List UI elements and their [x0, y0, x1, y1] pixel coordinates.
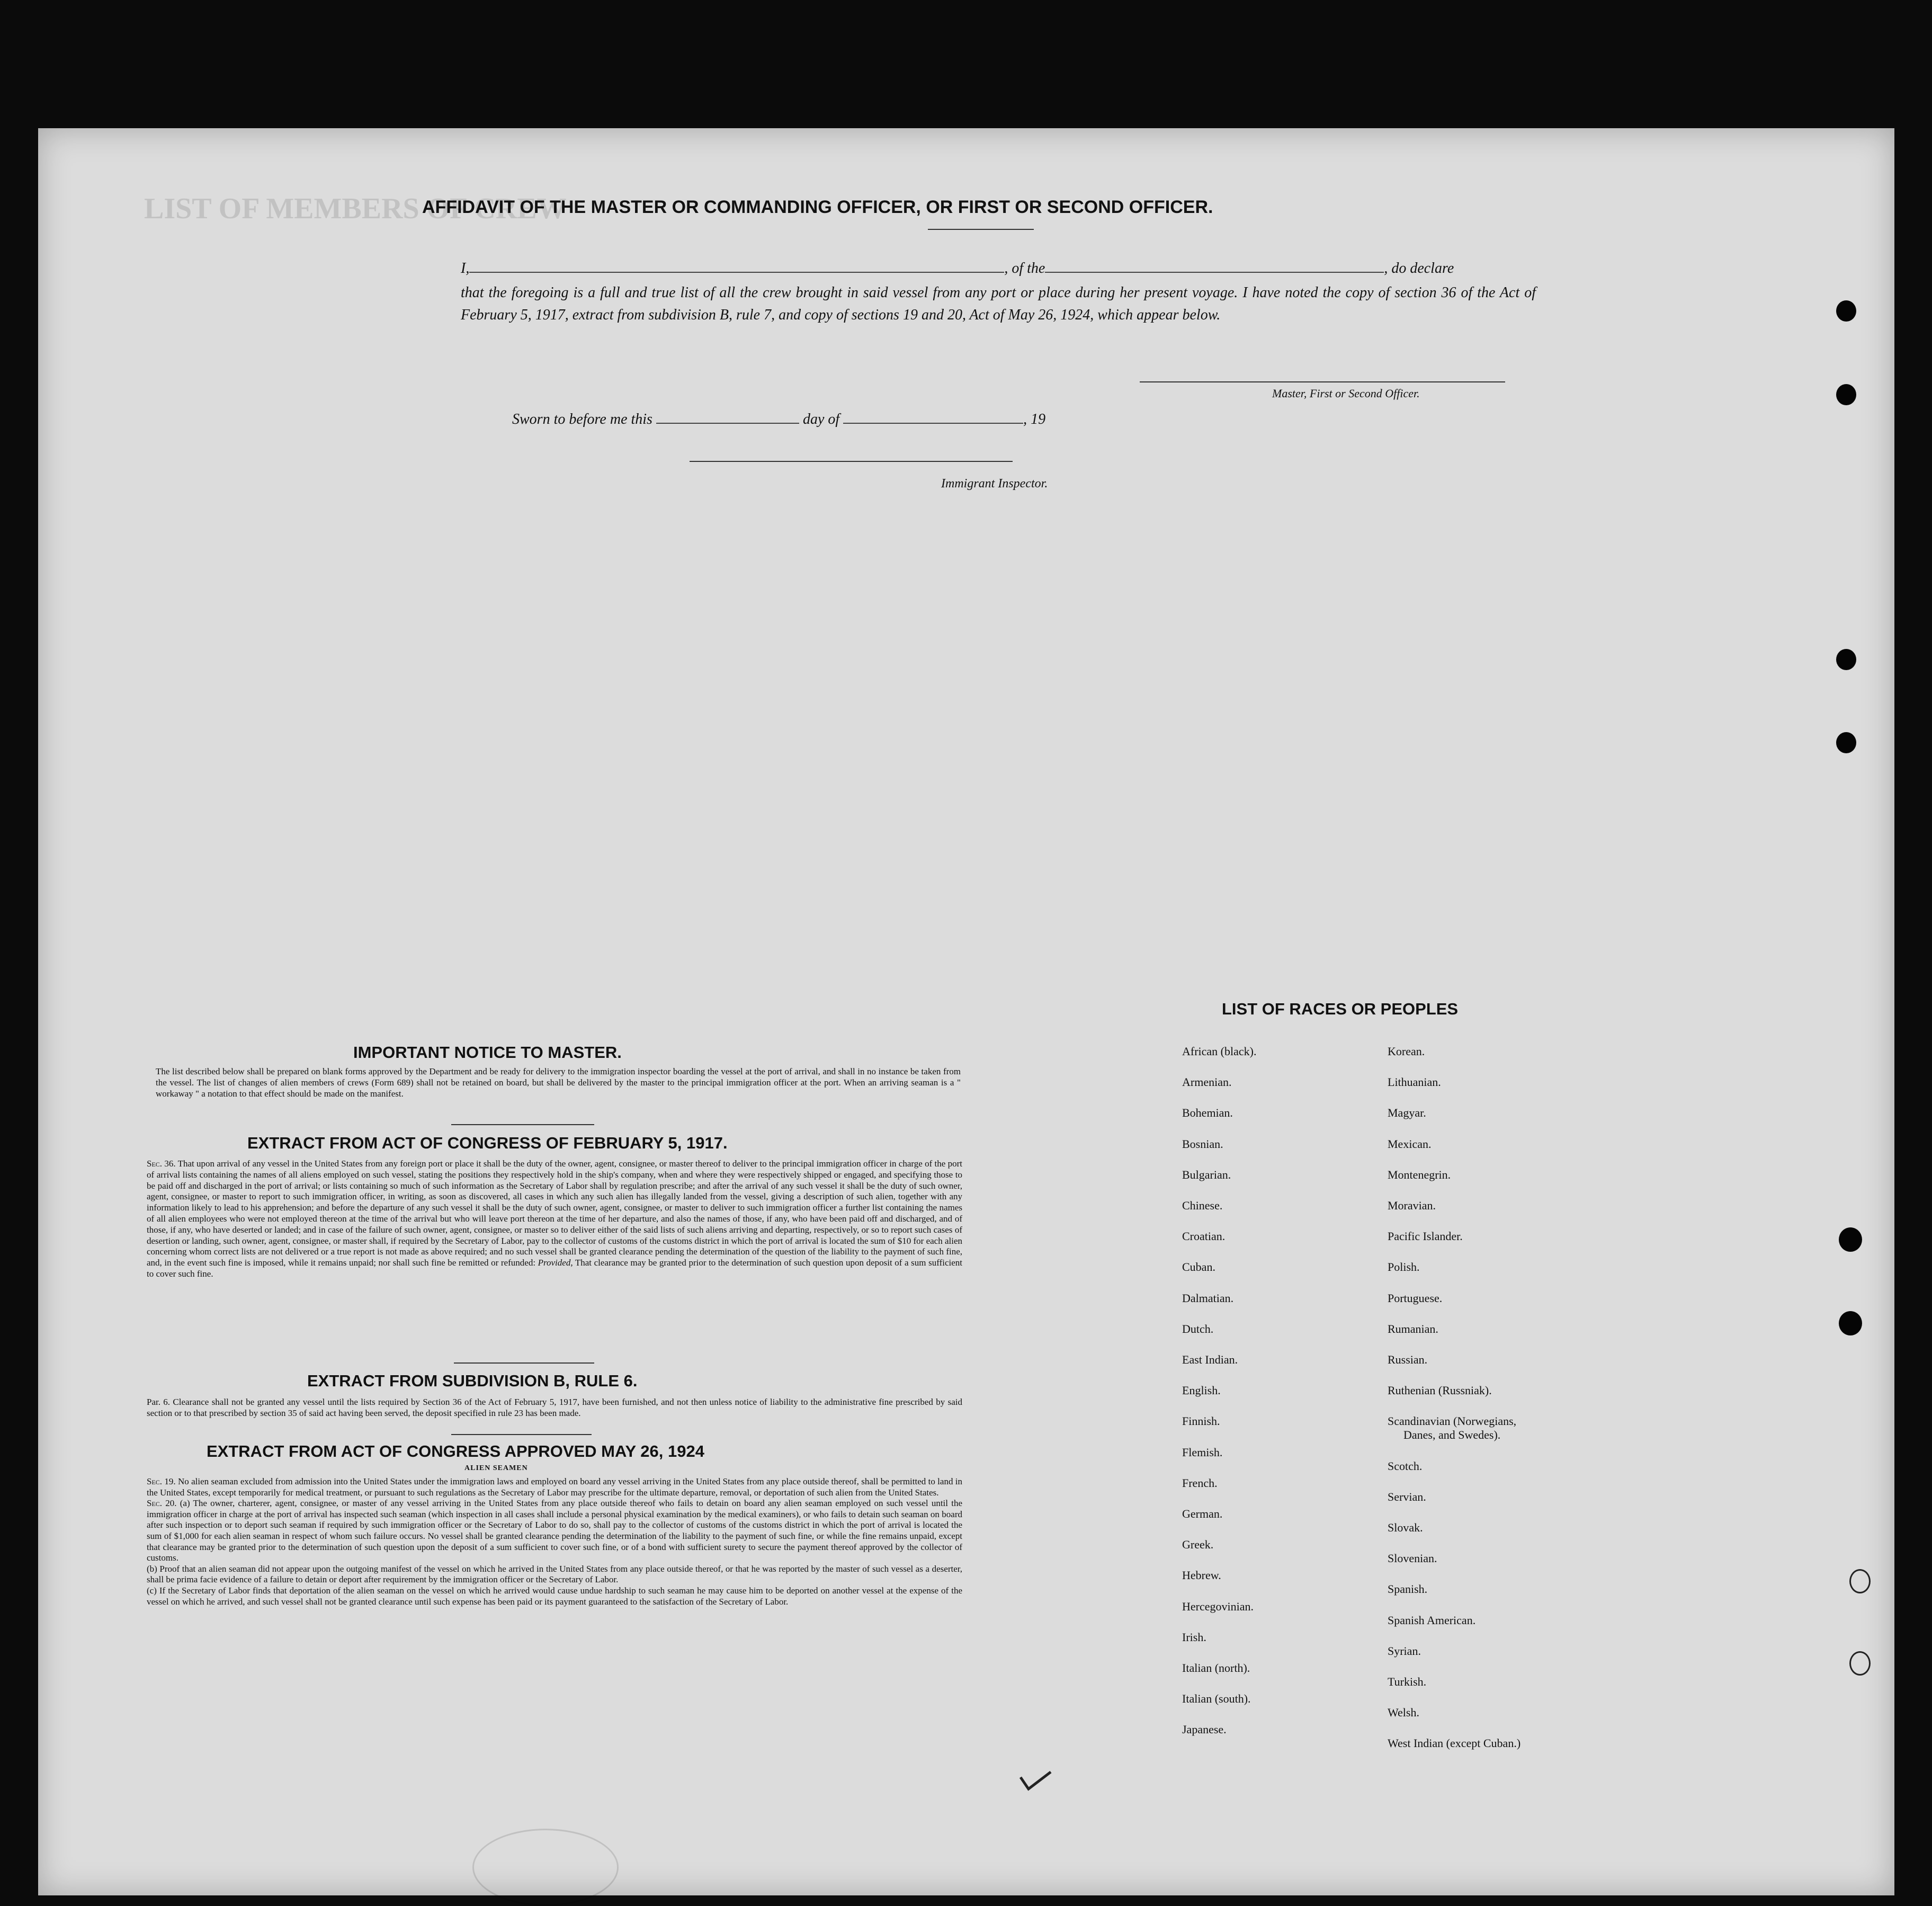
- race-item: East Indian.: [1182, 1353, 1238, 1366]
- race-item: Croatian.: [1182, 1230, 1226, 1243]
- sworn-month-blank[interactable]: [843, 409, 1023, 424]
- binder-hole: [1849, 1651, 1871, 1676]
- race-item: Italian (north).: [1182, 1661, 1250, 1675]
- race-item: West Indian (except Cuban.): [1388, 1736, 1521, 1750]
- bleed-through-table: [568, 531, 577, 675]
- declaration-line: [461, 258, 1454, 277]
- proviso-text: That clearance may be granted prior to the determination of such question upon deposit of a sum sufficient to cover such fine.: [147, 1258, 962, 1279]
- extract-1917-body: [147, 1159, 962, 1280]
- sec19-label: Sec. 19.: [147, 1476, 176, 1486]
- extract-divider-2: [451, 1434, 592, 1435]
- extract-1917-title: EXTRACT FROM ACT OF CONGRESS OF FEBRUARY 5, 1917.: [247, 1134, 728, 1152]
- race-item: Irish.: [1182, 1630, 1206, 1644]
- master-label: Master, First or Second Officer.: [1272, 387, 1420, 400]
- race-item: Korean.: [1388, 1045, 1425, 1058]
- document-sheet: [38, 128, 1894, 1895]
- race-item: Servian.: [1388, 1490, 1426, 1503]
- declaration-i: I,: [461, 260, 470, 277]
- race-item: Bulgarian.: [1182, 1168, 1231, 1181]
- sec20c-paragraph: (c) If the Secretary of Labor finds that deportation of the alien seaman on the vessel on which he arrived would cause undue hardship to such seaman he may cause him to be deported on another vessel at the expense of the vessel on which he arrived, and such vessel shall not be granted clearance until such expense has been paid or its payment guaranteed to the satisfaction of the Secretary of Labor.: [147, 1585, 962, 1607]
- binder-hole: [1839, 1311, 1862, 1335]
- bleed-through-header: LIST OF MEMBERS OF CREW: [144, 192, 567, 225]
- extract-rule-body: Par. 6. Clearance shall not be granted any vessel until the lists required by Section 36 of the Act of February 5, 1917, have been furnished, and not then unless notice of liability to the administrative fine prescribed by said section or to that prescribed by section 35 of said act having been served, the deposit specified in rule 23 has been made.: [147, 1397, 962, 1418]
- race-item: Finnish.: [1182, 1414, 1220, 1428]
- race-item: Hebrew.: [1182, 1569, 1221, 1582]
- race-item: Chinese.: [1182, 1199, 1223, 1212]
- extract-1924-body: [147, 1476, 962, 1607]
- declaration-statement: that the foregoing is a full and true list of all the crew brought in said vessel from any port or place during her present voyage. I have noted the copy of section 36 of the Act of February 5, 1917, extract from subdivision B, rule 7, and copy of sections 19 and 20, Act of May 26, 1924, which appear below.: [461, 284, 1536, 323]
- binder-hole: [1849, 1569, 1871, 1593]
- binder-hole: [1836, 649, 1856, 670]
- race-item: Armenian.: [1182, 1075, 1232, 1089]
- race-item: Pacific Islander.: [1388, 1230, 1463, 1243]
- race-item: Polish.: [1388, 1260, 1420, 1274]
- sec19-text: No alien seaman excluded from admission into the United States under the immigration laws and employed on board any vessel arriving in the United States from any place outside thereof, shall be permitted to land in the United States, except temporarily for medical treatment, or pursuant to such regulations as the Secretary of Labor may prescribe for the ultimate departure, removal, or deportation of such alien from the United States.: [147, 1476, 963, 1498]
- race-item: African (black).: [1182, 1045, 1257, 1058]
- sworn-day-blank[interactable]: [656, 409, 799, 424]
- inspector-signature-line[interactable]: [690, 461, 1013, 462]
- race-item: Hercegovinian.: [1182, 1599, 1254, 1613]
- sec20b-paragraph: (b) Proof that an alien seaman did not appear upon the outgoing manifest of the vessel on which he arrived in the United States from any place outside thereof, or that he was reported by the master of such vessel as a deserter, shall be prima facie evidence of a failure to detain or deport after requirement by the immigration officer or the Secretary of Labor.: [147, 1563, 962, 1585]
- name-blank[interactable]: [469, 258, 1004, 273]
- race-item: Greek.: [1182, 1538, 1214, 1552]
- binder-hole: [1839, 1227, 1862, 1252]
- declaration-declare: , do declare: [1384, 260, 1454, 277]
- sworn-year-label: , 19: [1023, 411, 1046, 427]
- race-item: Spanish.: [1388, 1582, 1428, 1596]
- extract-divider-1: [454, 1362, 594, 1364]
- race-item: Syrian.: [1388, 1644, 1421, 1658]
- title-divider: [928, 229, 1034, 230]
- sec19-paragraph: [147, 1476, 962, 1498]
- race-item: Danes, and Swedes).: [1403, 1428, 1501, 1442]
- races-title: LIST OF RACES OR PEOPLES: [1222, 1000, 1459, 1018]
- race-item: Magyar.: [1388, 1106, 1426, 1120]
- declaration-of-the: , of the: [1004, 260, 1045, 277]
- race-item: Dutch.: [1182, 1322, 1214, 1335]
- vessel-blank[interactable]: [1045, 258, 1384, 273]
- sworn-line: [512, 409, 1045, 428]
- race-item: Montenegrin.: [1388, 1168, 1451, 1181]
- race-item: Japanese.: [1182, 1723, 1227, 1736]
- race-item: Bosnian.: [1182, 1137, 1223, 1151]
- sec20a-paragraph: [147, 1498, 962, 1564]
- sec36-label: Sec. 36.: [147, 1159, 176, 1169]
- notice-body: The list described below shall be prepared on blank forms approved by the Department and be ready for delivery to the immigration inspector boarding the vessel at the port of arrival, and shall in no instance be taken from the vessel. The list of changes of alien members of crews (Form 689) shall not be retained on board, but shall be delivered by the master to the principal immigration officer at the port. When an arriving seaman is a " workaway " a notation to that effect should be made on the manifest.: [156, 1066, 961, 1099]
- sec20-label: Sec. 20.: [147, 1498, 177, 1509]
- check-mark-icon: [1018, 1768, 1055, 1794]
- alien-seamen-subtitle: ALIEN SEAMEN: [464, 1464, 528, 1472]
- binder-hole: [1836, 732, 1856, 753]
- race-item: Dalmatian.: [1182, 1291, 1234, 1305]
- race-item: Scandinavian (Norwegians,: [1388, 1414, 1517, 1428]
- sworn-day-label: day of: [802, 411, 840, 427]
- race-item: Moravian.: [1388, 1199, 1436, 1212]
- sec36-text: That upon arrival of any vessel in the United States from any foreign port or place it shall be the duty of the owner, agent, consignee, or master thereof to deliver to the principal immigration officer in charge of the port of arrival lists containing the names of all aliens employed on such vessel, stating the positions they respectively hold in the ship's company, when and where they were respectively shipped or engaged, and specifying those to be paid off and discharged in the port of arrival; or lists containing so much of such information as the Secretary of Labor shall by regulation prescribe; and after the arrival of any such vessel it shall be the duty of such owner, agent, consignee, or master to report to such immigration officer, in writing, as soon as discovered, all cases in which any such alien has illegally landed from the vessel, giving a description of such alien, together with any information likely to lead to his apprehension; and before the departure of any such vessel it shall be the duty of such owner, agent, consignee, or master to deliver to such immigration officer a further list containing the names of all alien employees who were not employed thereon at the time of the arrival but who will leave port thereon at the time of her departure, and also the names of those, if any, who have been paid off and discharged, and of those, if any, who have deserted or landed; and in case of the failure of such owner, agent, consignee, or master so to deliver either of the said lists of such aliens arriving and departing, respectively, or so to report such cases of desertion or landing, such owner, agent, consignee, or master shall, if required by the Secretary of Labor, pay to the collector of customs of the customs district in which the port of arrival is located the sum of $10 for each alien concerning whom correct lists are not delivered or a true report is not made as above required; and no such vessel shall be granted clearance pending the determination of the question of the liability to the payment of such fine, and, in the event such fine is imposed, while it remains unpaid; nor shall such fine be remitted or refunded:: [147, 1159, 962, 1268]
- race-item: Welsh.: [1388, 1706, 1419, 1720]
- race-item: English.: [1182, 1384, 1221, 1397]
- notice-divider: [451, 1124, 594, 1125]
- race-item: Ruthenian (Russniak).: [1388, 1384, 1492, 1397]
- race-item: Turkish.: [1388, 1675, 1427, 1688]
- race-item: Flemish.: [1182, 1445, 1223, 1459]
- race-item: German.: [1182, 1507, 1223, 1520]
- race-item: French.: [1182, 1476, 1218, 1490]
- race-item: Lithuanian.: [1388, 1075, 1441, 1089]
- inspector-label: Immigrant Inspector.: [941, 477, 1048, 491]
- race-item: Slovenian.: [1388, 1552, 1437, 1565]
- race-item: Slovak.: [1388, 1521, 1423, 1534]
- binder-hole: [1836, 384, 1856, 405]
- race-item: Portuguese.: [1388, 1291, 1443, 1305]
- extract-1924-title: EXTRACT FROM ACT OF CONGRESS APPROVED MAY 26, 1924: [207, 1442, 704, 1460]
- race-item: Bohemian.: [1182, 1106, 1233, 1120]
- race-item: Mexican.: [1388, 1137, 1432, 1151]
- proviso-label: Provided,: [538, 1258, 573, 1268]
- binder-hole: [1836, 300, 1856, 322]
- extract-rule-title: EXTRACT FROM SUBDIVISION B, RULE 6.: [307, 1371, 638, 1390]
- race-item: Spanish American.: [1388, 1613, 1476, 1627]
- affidavit-title: AFFIDAVIT OF THE MASTER OR COMMANDING OFFICER, OR FIRST OR SECOND OFFICER.: [422, 197, 1213, 217]
- race-item: Scotch.: [1388, 1459, 1423, 1473]
- sec20a-text: (a) The owner, charterer, agent, consignee, or master of any vessel arriving in the United States from any place outside thereof who fails to detain on board any alien seaman employed on such vessel until the immigration officer in charge at the port of arrival has inspected such seaman (which inspection in all cases shall include a personal physical examination by the medical examiners), or who fails to detain such seaman on board after such inspection or to deport such seaman if required by such immigration officer or the Secretary of Labor to do so, shall pay to the collector of customs of the customs district in which the port of arrival is located the sum of $1,000 for each alien seaman in respect of whom such failure occurs. No vessel shall be granted clearance pending the determination of the liability to the payment of such fine, or while the fine remains unpaid, except that clearance may be granted prior to the determination of such question upon the deposit of a sum sufficient to cover such fine, or of a bond with sufficient surety to secure the payment thereof approved by the collector of customs.: [147, 1498, 962, 1563]
- master-signature-line[interactable]: [1140, 381, 1505, 382]
- race-item: Cuban.: [1182, 1260, 1215, 1274]
- sworn-prefix: Sworn to before me this: [512, 411, 652, 427]
- faint-stamp: [472, 1829, 619, 1906]
- notice-title: IMPORTANT NOTICE TO MASTER.: [353, 1043, 622, 1062]
- race-item: Rumanian.: [1388, 1322, 1438, 1335]
- race-item: Russian.: [1388, 1353, 1428, 1366]
- race-item: Italian (south).: [1182, 1692, 1251, 1706]
